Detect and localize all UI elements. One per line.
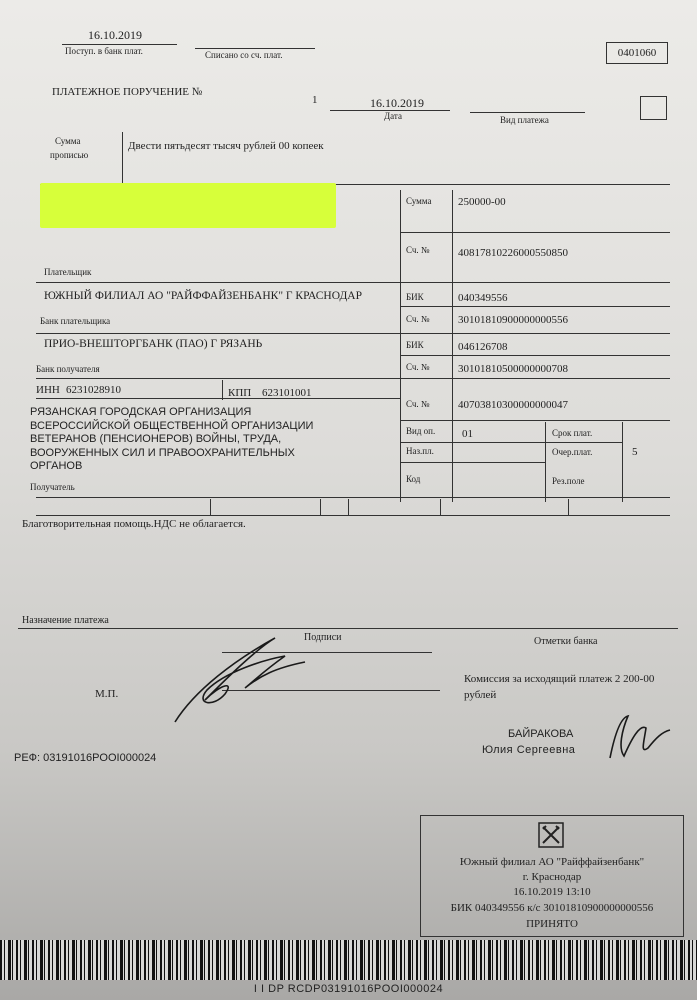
inn-label: ИНН bbox=[36, 384, 60, 396]
officer-signature bbox=[600, 708, 680, 768]
grid-v-inn bbox=[222, 380, 223, 400]
amount-words-label-2: прописью bbox=[50, 150, 89, 160]
stamp-status: ПРИНЯТО bbox=[526, 918, 578, 930]
amount-words-value: Двести пятьдесят тысяч рублей 00 копеек bbox=[128, 140, 324, 152]
payment-type-box bbox=[640, 96, 667, 120]
date-received: 16.10.2019 bbox=[88, 28, 142, 42]
order-date: 16.10.2019 bbox=[370, 96, 424, 110]
grid-h-nazpl bbox=[400, 462, 545, 463]
recipient-name bbox=[30, 406, 313, 474]
grid-v-b5 bbox=[568, 499, 569, 515]
received-line bbox=[62, 44, 177, 45]
kpp-label: КПП bbox=[228, 387, 252, 399]
recipient-name-line: ВЕТЕРАНОВ (ПЕНСИОНЕРОВ) ВОЙНЫ, ТРУДА, bbox=[30, 433, 282, 445]
redaction-highlight bbox=[40, 183, 336, 228]
commission-text: Комиссия за исходящий платеж 2 200-00 bbox=[464, 673, 655, 685]
recipient-bank-bik-label: БИК bbox=[406, 340, 424, 350]
grid-v-right2 bbox=[622, 422, 623, 502]
grid-h-inn bbox=[36, 398, 400, 399]
recipient-name-line: ВСЕРОССИЙСКОЙ ОБЩЕСТВЕННОЙ ОРГАНИЗАЦИИ bbox=[30, 419, 314, 432]
payer-bank-bik-label: БИК bbox=[406, 292, 424, 302]
amount-words-divider bbox=[122, 132, 123, 184]
recipient-name-line: ВООРУЖЕННЫХ СИЛ И ПРАВООХРАНИТЕЛЬНЫХ bbox=[30, 446, 295, 459]
order-date-label: Дата bbox=[384, 111, 402, 121]
payer-bank-bik-value: 040349556 bbox=[458, 292, 508, 304]
recipient-bank-bik-value: 046126708 bbox=[458, 341, 508, 353]
grid-h-payer bbox=[36, 282, 670, 283]
debited-line bbox=[195, 48, 315, 49]
grid-v-b2 bbox=[320, 499, 321, 515]
grid-v-right bbox=[545, 422, 546, 502]
srok-label: Срок плат. bbox=[552, 428, 593, 438]
naz-pl-label: Наз.пл. bbox=[406, 446, 434, 456]
ocher-label: Очер.плат. bbox=[552, 447, 593, 457]
grid-h-recipient-bank bbox=[36, 378, 670, 379]
officer-name: Юлия Сергеевна bbox=[482, 744, 576, 756]
kod-label: Код bbox=[406, 474, 421, 484]
commission-unit: рублей bbox=[464, 689, 497, 701]
recipient-account-value: 40703810300000000047 bbox=[458, 399, 568, 411]
grid-v-mid bbox=[452, 190, 453, 502]
form-code: 0401060 bbox=[617, 47, 657, 59]
payer-account-label: Сч. № bbox=[406, 245, 430, 255]
recipient-bank-account-value: 30101810500000000708 bbox=[458, 363, 568, 375]
recipient-label: Получатель bbox=[30, 482, 75, 492]
recipient-account-label: Сч. № bbox=[406, 399, 430, 409]
grid-v-b1 bbox=[210, 499, 211, 515]
barcode-text: I I DP RCDP03191016POOI000024 bbox=[253, 983, 444, 995]
ocher-value: 5 bbox=[632, 446, 638, 458]
mp-label: М.П. bbox=[95, 688, 119, 700]
payer-bank-account-label: Сч. № bbox=[406, 314, 430, 324]
grid-h-recipient bbox=[36, 497, 670, 498]
grid-h-bik2 bbox=[400, 355, 670, 356]
recipient-name-line: ОРГАНОВ bbox=[30, 460, 83, 472]
officer-surname: БАЙРАКОВА bbox=[508, 728, 574, 740]
purpose-label: Назначение платежа bbox=[22, 615, 109, 626]
stamp-details: БИК 040349556 к/с 30101810900000000556 bbox=[450, 902, 654, 914]
grid-h-sum bbox=[400, 232, 670, 233]
sum-value: 250000-00 bbox=[458, 196, 506, 208]
recipient-bank-name: ПРИО-ВНЕШТОРГБАНК (ПАО) Г РЯЗАНЬ bbox=[44, 338, 263, 350]
purpose-line bbox=[18, 628, 678, 629]
debited-label: Списано со сч. плат. bbox=[205, 50, 283, 60]
payer-bank-label: Банк плательщика bbox=[40, 316, 111, 326]
grid-h-vidop bbox=[400, 442, 622, 443]
bank-logo-icon bbox=[538, 822, 564, 848]
payment-type-line bbox=[470, 112, 585, 113]
grid-v-b4 bbox=[440, 499, 441, 515]
vid-op-label: Вид оп. bbox=[406, 426, 436, 436]
purpose-text: Благотворительная помощь.НДС не облагается. bbox=[22, 518, 246, 530]
grid-h-recipient-acc bbox=[400, 420, 670, 421]
rez-label: Рез.поле bbox=[552, 476, 585, 486]
payer-account-value: 40817810226000550850 bbox=[458, 247, 568, 259]
order-title: ПЛАТЕЖНОЕ ПОРУЧЕНИЕ № bbox=[52, 86, 203, 98]
sum-label: Сумма bbox=[406, 196, 432, 206]
recipient-bank-label: Банк получателя bbox=[36, 364, 100, 374]
stamp-bank-name: Южный филиал АО "Райффайзенбанк" bbox=[459, 856, 645, 868]
grid-h-payer-bank bbox=[36, 333, 670, 334]
received-label: Поступ. в банк плат. bbox=[65, 46, 143, 56]
ref-number: РЕФ: 03191016POOI000024 bbox=[14, 752, 157, 764]
grid-h-bottom bbox=[36, 515, 670, 516]
payer-bank-name: ЮЖНЫЙ ФИЛИАЛ АО "РАЙФФАЙЗЕНБАНК" Г КРАСНОДАР bbox=[44, 290, 363, 302]
stamp-datetime: 16.10.2019 13:10 bbox=[513, 886, 591, 898]
vid-op-value: 01 bbox=[462, 428, 473, 440]
form-code-box bbox=[606, 42, 668, 64]
grid-v-b3 bbox=[348, 499, 349, 515]
kpp-value: 623101001 bbox=[262, 387, 312, 399]
bank-stamp bbox=[420, 815, 684, 937]
stamp-city: г. Краснодар bbox=[522, 871, 582, 883]
barcode bbox=[0, 940, 697, 980]
bank-marks-label: Отметки банка bbox=[534, 636, 598, 647]
grid-v-left bbox=[400, 190, 401, 502]
recipient-bank-account-label: Сч. № bbox=[406, 362, 430, 372]
payment-type-label: Вид платежа bbox=[500, 115, 549, 125]
amount-words-label-1: Сумма bbox=[55, 136, 81, 146]
recipient-name-line: РЯЗАНСКАЯ ГОРОДСКАЯ ОРГАНИЗАЦИЯ bbox=[30, 406, 252, 418]
grid-h-bik1 bbox=[400, 306, 670, 307]
inn-value: 6231028910 bbox=[66, 384, 121, 396]
signature-scribble bbox=[165, 630, 315, 730]
payer-label: Плательщик bbox=[44, 267, 92, 277]
order-number: 1 bbox=[312, 94, 318, 106]
payer-bank-account-value: 30101810900000000556 bbox=[458, 314, 568, 326]
signatures-label: Подписи bbox=[304, 632, 342, 643]
